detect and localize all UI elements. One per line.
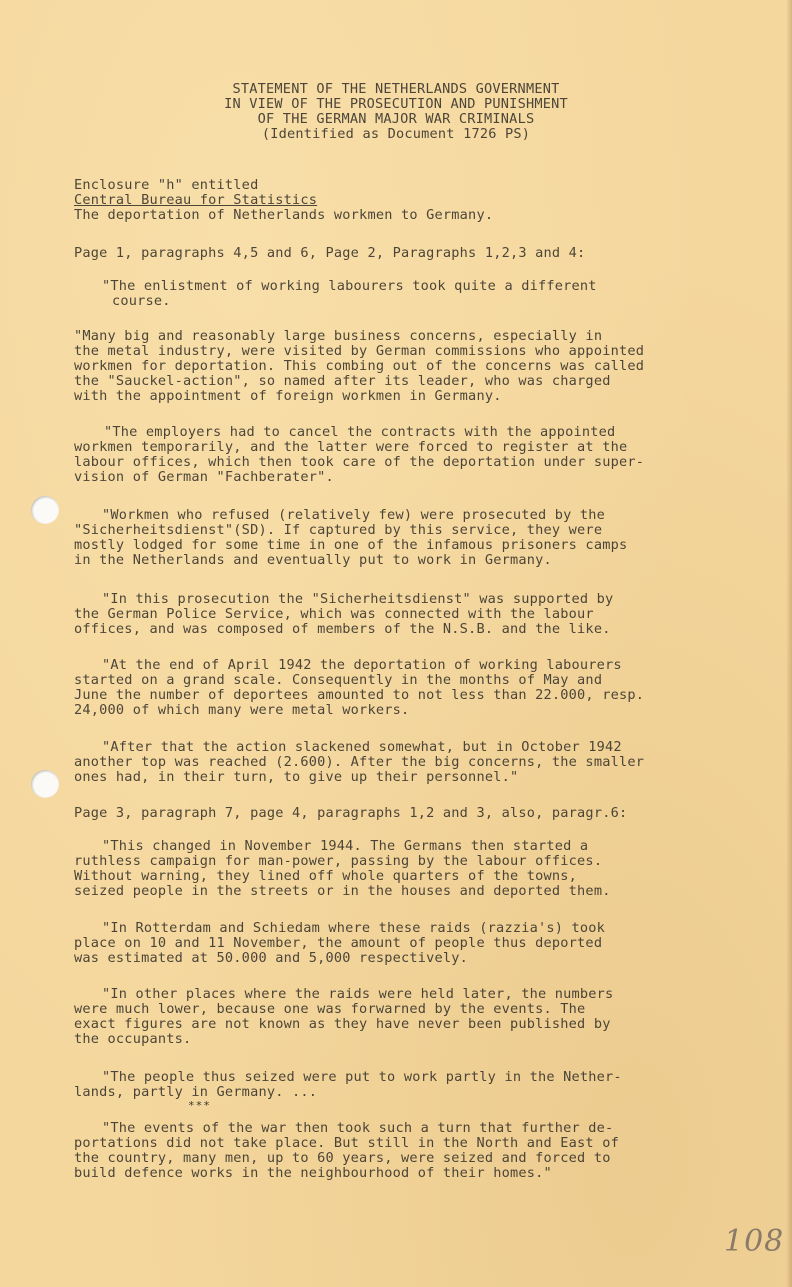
quote-line: place on 10 and 11 November, the amount of people thus deported xyxy=(74,935,603,951)
quote-line: lands, partly in Germany. ... xyxy=(74,1084,318,1100)
quote-line: workmen temporarily, and the latter were forced to register at the xyxy=(74,439,628,455)
quote-line: the occupants. xyxy=(74,1031,192,1047)
quote-line: the metal industry, were visited by German commissions who appointed xyxy=(74,343,645,359)
enclosure-title: Enclosure "h" entitled xyxy=(74,177,259,193)
quote-line: vision of German "Fachberater". xyxy=(74,469,334,485)
quote-line: with the appointment of foreign workmen in Germany. xyxy=(74,388,502,404)
page-reference: Page 3, paragraph 7, page 4, paragraphs 1,2 and 3, also, paragr.6: xyxy=(74,805,628,821)
quote-line: "This changed in November 1944. The Germans then started a xyxy=(102,838,589,854)
quote-line: June the number of deportees amounted to not less than 22.000, resp. xyxy=(74,687,645,703)
quote-line: "The enlistment of working labourers took quite a different xyxy=(102,278,597,294)
quote-line: was estimated at 50.000 and 5,000 respectively. xyxy=(74,950,469,966)
quote-line: the country, many men, up to 60 years, were seized and forced to xyxy=(74,1150,611,1166)
handwritten-page-number: 108 xyxy=(724,1224,785,1259)
quote-line: "In Rotterdam and Schiedam where these raids (razzia's) took xyxy=(102,920,606,936)
quote-line: ones had, in their turn, to give up their personnel." xyxy=(74,769,519,785)
quote-line: in the Netherlands and eventually put to work in Germany. xyxy=(74,552,552,568)
quote-line: "The employers had to cancel the contracts with the appointed xyxy=(104,424,616,440)
header-line: (Identified as Document 1726 PS) xyxy=(261,126,531,142)
quote-line: "The events of the war then took such a turn that further de- xyxy=(102,1120,614,1136)
punch-hole xyxy=(31,496,59,524)
quote-line: "After that the action slackened somewhat, but in October 1942 xyxy=(102,739,622,755)
quote-line: mostly lodged for some time in one of the infamous prisoners camps xyxy=(74,537,628,553)
quote-line: 24,000 of which many were metal workers. xyxy=(74,702,410,718)
quote-line: build defence works in the neighbourhood of their homes." xyxy=(74,1165,552,1181)
enclosure-source: Central Bureau for Statistics xyxy=(74,192,318,208)
quote-line: "In this prosecution the "Sicherheitsdienst" was supported by xyxy=(102,591,614,607)
quote-line: the "Sauckel-action", so named after its leader, who was charged xyxy=(74,373,611,389)
quote-line: "Many big and reasonably large business concerns, especially in xyxy=(74,328,603,344)
quote-line: "The people thus seized were put to work partly in the Nether- xyxy=(102,1069,622,1085)
quote-line: were much lower, because one was forwarned by the events. The xyxy=(74,1001,586,1017)
quote-line: ruthless campaign for man-power, passing by the labour offices. xyxy=(74,853,603,869)
quote-line: "Workmen who refused (relatively few) were prosecuted by the xyxy=(102,507,606,523)
punch-hole xyxy=(31,770,59,798)
quote-line: "Sicherheitsdienst"(SD). If captured by this service, they were xyxy=(74,522,603,538)
page-edge-shadow xyxy=(786,0,792,1287)
quote-line: the German Police Service, which was connected with the labour xyxy=(74,606,594,622)
header-line: OF THE GERMAN MAJOR WAR CRIMINALS xyxy=(257,111,535,127)
quote-line: workmen for deportation. This combing out of the concerns was called xyxy=(74,358,645,374)
quote-line: labour offices, which then took care of the deportation under super- xyxy=(74,454,645,470)
page-reference: Page 1, paragraphs 4,5 and 6, Page 2, Paragraphs 1,2,3 and 4: xyxy=(74,245,586,261)
quote-line: "At the end of April 1942 the deportation of working labourers xyxy=(102,657,622,673)
quote-line: seized people in the streets or in the houses and deported them. xyxy=(74,883,611,899)
quote-line: course. xyxy=(112,293,171,309)
enclosure-subject: The deportation of Netherlands workmen to Germany. xyxy=(74,207,494,223)
quote-line: offices, and was composed of members of the N.S.B. and the like. xyxy=(74,621,611,637)
separator-stars: *** xyxy=(188,1099,211,1112)
quote-line: another top was reached (2.600). After the big concerns, the smaller xyxy=(74,754,645,770)
header-line: IN VIEW OF THE PROSECUTION AND PUNISHMENT xyxy=(224,96,568,112)
header-line: STATEMENT OF THE NETHERLANDS GOVERNMENT xyxy=(232,81,560,97)
quote-line: exact figures are not known as they have never been published by xyxy=(74,1016,611,1032)
quote-line: portations did not take place. But still in the North and East of xyxy=(74,1135,619,1151)
quote-line: started on a grand scale. Consequently in the months of May and xyxy=(74,672,603,688)
quote-line: "In other places where the raids were held later, the numbers xyxy=(102,986,614,1002)
quote-line: Without warning, they lined off whole quarters of the towns, xyxy=(74,868,578,884)
